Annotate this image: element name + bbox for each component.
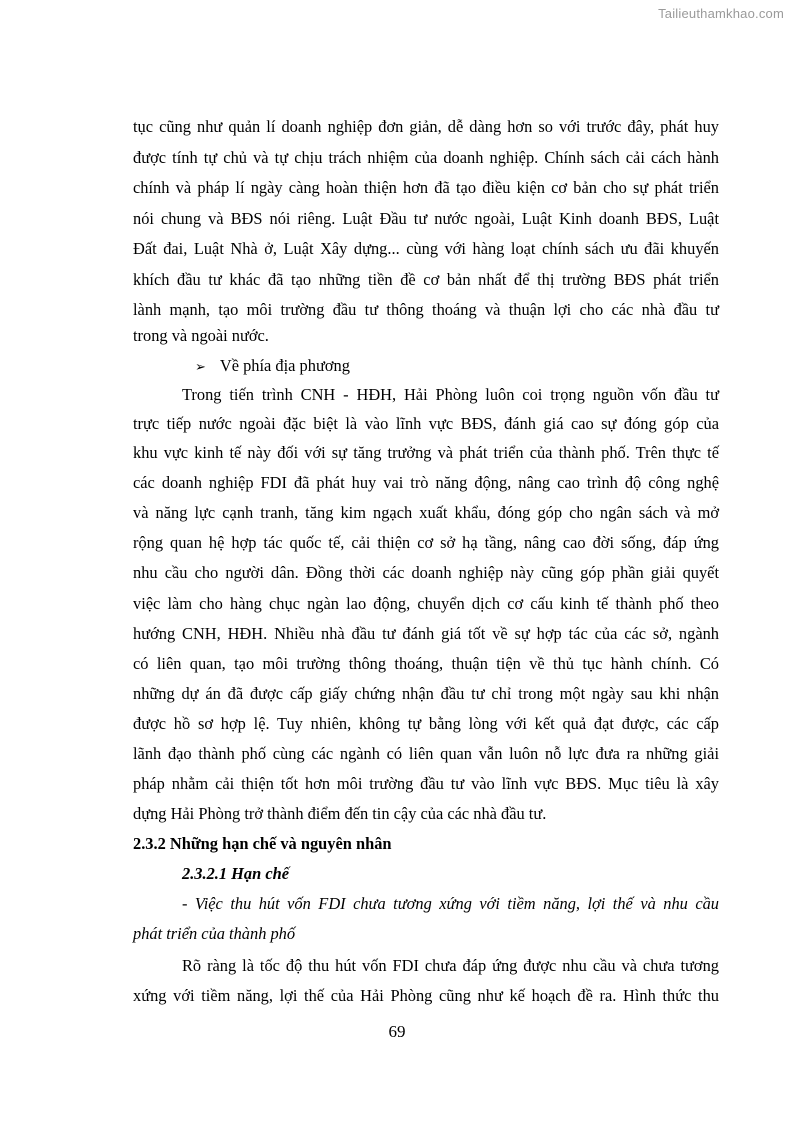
paragraph-line: Đất đai, Luật Nhà ở, Luật Xây dựng... cùng với hàng loạt chính sách ưu đãi khuyến — [133, 239, 719, 258]
paragraph-line: chính và pháp lí ngày càng hoàn thiện hơn đã tạo điều kiện cơ bản cho sự phát triển — [133, 178, 719, 197]
paragraph-line: trực tiếp nước ngoài đặc biệt là vào lĩnh vực BĐS, đánh giá cao sự đóng góp của — [133, 414, 719, 433]
page-number: 69 — [388, 1022, 406, 1041]
paragraph-line: Trong tiến trình CNH - HĐH, Hải Phòng luôn coi trọng nguồn vốn đầu tư — [182, 385, 719, 404]
subsection-heading: 2.3.2.1 Hạn chế — [182, 864, 289, 883]
paragraph-line: được tính tự chủ và tự chịu trách nhiệm của doanh nghiệp. Chính sách cải cách hành — [133, 148, 719, 167]
paragraph-line: việc làm cho hàng chục ngàn lao động, chuyển dịch cơ cấu kinh tế thành phố theo — [133, 594, 719, 613]
paragraph-line: những dự án đã được cấp giấy chứng nhận đầu tư chỉ trong một ngày sau khi nhận — [133, 684, 719, 703]
paragraph-line: lãnh đạo thành phố cùng các ngành có liên quan vẫn luôn nỗ lực đưa ra những giải — [133, 744, 719, 763]
paragraph-line: trong và ngoài nước. — [133, 326, 269, 345]
paragraph-line: khích đầu tư khác đã tạo những tiền đề cơ bản nhất để thị trường BĐS phát triển — [133, 270, 719, 289]
italic-point-line: phát triển của thành phố — [133, 924, 296, 943]
paragraph-line: pháp nhằm cải thiện tốt hơn môi trường đầu tư vào lĩnh vực BĐS. Mục tiêu là xây — [133, 774, 719, 793]
paragraph-line: dựng Hải Phòng trở thành điểm đến tin cậy của các nhà đầu tư. — [133, 804, 547, 823]
paragraph-line: nói chung và BĐS nói riêng. Luật Đầu tư nước ngoài, Luật Kinh doanh BĐS, Luật — [133, 209, 719, 228]
watermark-text: Tailieuthamkhao.com — [658, 6, 784, 21]
paragraph-line: lành mạnh, tạo môi trường đầu tư thông thoáng và thuận lợi cho các nhà đầu tư — [133, 300, 719, 319]
paragraph-line: rộng quan hệ hợp tác quốc tế, cải thiện cơ sở hạ tầng, nâng cao đời sống, đáp ứng — [133, 533, 719, 552]
section-heading: 2.3.2 Những hạn chế và nguyên nhân — [133, 834, 392, 853]
paragraph-line: có liên quan, tạo môi trường thông thoáng, thuận tiện về thủ tục hành chính. Có — [133, 654, 719, 673]
italic-point-line: - Việc thu hút vốn FDI chưa tương xứng với tiềm năng, lợi thế và nhu cầu — [182, 894, 719, 913]
paragraph-line: hướng CNH, HĐH. Nhiều nhà đầu tư đánh giá tốt về sự hợp tác của các sở, ngành — [133, 624, 719, 643]
paragraph-line: khu vực kinh tế này đối với sự tăng trưởng và phát triển của thành phố. Trên thực tế — [133, 443, 719, 462]
paragraph-line: tục cũng như quản lí doanh nghiệp đơn giản, dễ dàng hơn so với trước đây, phát huy — [133, 117, 719, 136]
paragraph-line: nhu cầu cho người dân. Đồng thời các doanh nghiệp này cũng góp phần giải quyết — [133, 563, 719, 582]
bullet-text: Về phía địa phương — [219, 356, 350, 375]
paragraph-line: các doanh nghiệp FDI đã phát huy vai trò năng động, nâng cao trình độ công nghệ — [133, 473, 719, 492]
arrow-bullet-icon: ➢ — [195, 360, 206, 375]
paragraph-line: được hồ sơ hợp lệ. Tuy nhiên, không tự bằng lòng với kết quả đạt được, các cấp — [133, 714, 719, 733]
paragraph-line: xứng với tiềm năng, lợi thế của Hải Phòng cũng như kế hoạch đề ra. Hình thức thu — [133, 986, 719, 1005]
paragraph-line: Rõ ràng là tốc độ thu hút vốn FDI chưa đáp ứng được nhu cầu và chưa tương — [182, 956, 719, 975]
bullet-item — [195, 356, 350, 378]
paragraph-line: và năng lực cạnh tranh, tăng kim ngạch xuất khẩu, đóng góp cho ngân sách và mở — [133, 503, 719, 522]
